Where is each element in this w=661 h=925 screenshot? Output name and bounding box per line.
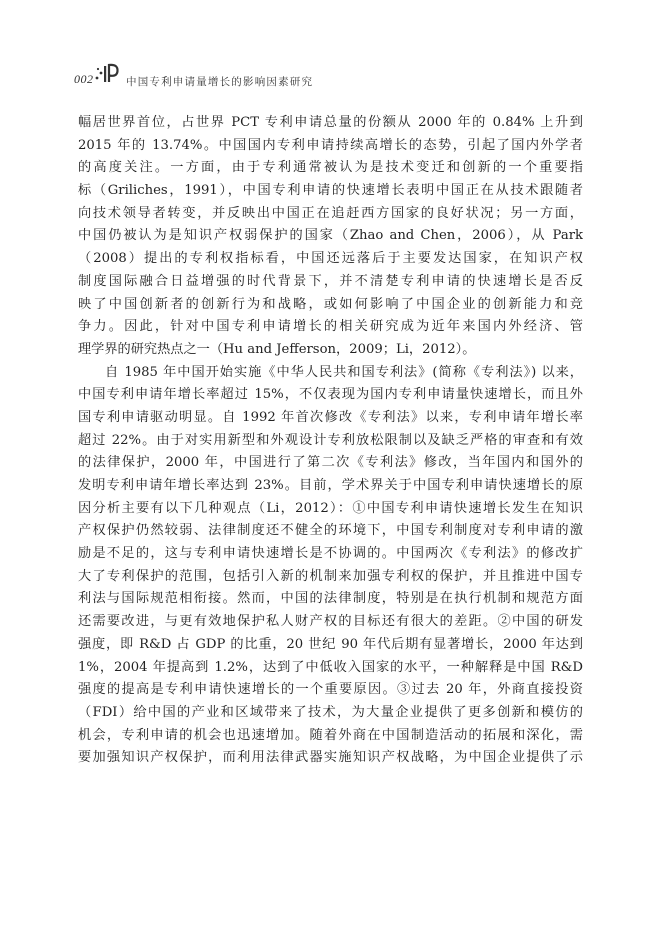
book-title: 中国专利申请量增长的影响因素研究 [126,76,314,88]
text-line: 还需要改进，与更有效地保护私人财产权的目标还有很大的差距。②中国的研发 [78,614,583,630]
text-line: 强度，即 R&D 占 GDP 的比重，20 世纪 90 年代后期有显著增长，2000 年达到 [78,636,583,652]
running-header [70,60,590,90]
text-line: 2015 年的 13.74%。中国国内专利申请持续高增长的态势，引起了国内外学者 [78,137,583,153]
text-line: 制度国际融合日益增强的时代背景下，并不清楚专利申请的快速增长是否反 [78,273,583,289]
text-line: 中国仍被认为是知识产权弱保护的国家（Zhao and Chen，2006），从 Park [78,228,583,244]
text-line: 中国专利申请年增长率超过 15%，不仅表现为国内专利申请量快速增长，而且外 [78,387,583,403]
text-line: 标（Griliches，1991），中国专利申请的快速增长表明中国正在从技术跟随者 [78,183,583,199]
text-line: 向技术领导者转变，并反映出中国正在追赶西方国家的良好状况；另一方面， [78,205,583,221]
paragraph-1 [78,112,583,362]
text-line: 因分析主要有以下几种观点（Li，2012）：①中国专利申请快速增长发生在知识 [78,500,583,516]
text-line: 自 1985 年中国开始实施《中华人民共和国专利法》(简称《专利法》) 以来， [105,364,583,380]
page-number: 002 [74,72,94,86]
text-line: 发明专利申请年增长率达到 23%。目前，学术界关于中国专利申请快速增长的原 [78,478,583,493]
text-line: 幅居世界首位，占世界 PCT 专利申请总量的份额从 2000 年的 0.84% 上升到 [78,115,583,130]
text-line: 的高度关注。一方面，由于专利通常被认为是技术变迁和创新的一个重要指 [78,160,583,176]
text-line: 大了专利保护的范围，包括引入新的机制来加强专利权的保护，并且推进中国专 [78,568,583,584]
text-line: 1%，2004 年提高到 1.2%，达到了中低收入国家的水平，一种解释是中国 R&D [78,659,583,675]
text-line: 利法与国际规范相衔接。然而，中国的法律制度，特别是在执行机制和规范方面 [78,591,583,607]
text-line: 国专利申请驱动明显。自 1992 年首次修改《专利法》以来，专利申请年增长率 [78,409,583,425]
text-line: 产权保护仍然较弱、法律制度还不健全的环境下，中国专利制度对专利申请的激 [78,523,583,539]
text-line: 励是不足的，这与专利申请快速增长是不协调的。中国两次《专利法》的修改扩 [78,546,583,562]
text-line: 机会，专利申请的机会也迅速增加。随着外商在中国制造活动的拓展和深化，需 [78,727,583,743]
text-line: 强度的提高是专利申请快速增长的一个重要原因。③过去 20 年，外商直接投资 [78,682,583,698]
paragraph-2 [78,362,583,770]
ip-logo-icon [94,60,120,88]
text-line: 映了中国创新者的创新行为和战略，或如何影响了中国企业的创新能力和竞 [78,296,583,312]
text-line: 要加强知识产权保护，而利用法律武器实施知识产权战略，为中国企业提供了示 [78,750,583,766]
body-text [78,112,583,770]
text-line: （FDI）给中国的产业和区域带来了技术，为大量企业提供了更多创新和模仿的 [78,704,583,720]
text-line: （2008）提出的专利权指标看，中国还远落后于主要发达国家，在知识产权 [78,251,583,267]
text-line: 的法律保护，2000 年，中国进行了第二次《专利法》修改，当年国内和国外的 [78,455,583,471]
text-line: 争力。因此，针对中国专利申请增长的相关研究成为近年来国内外经济、管 [78,319,583,335]
text-line: 理学界的研究热点之一（Hu and Jefferson，2009；Li，2012）。 [78,341,476,357]
text-line: 超过 22%。由于对实用新型和外观设计专利放松限制以及缺乏严格的审查和有效 [78,432,583,448]
